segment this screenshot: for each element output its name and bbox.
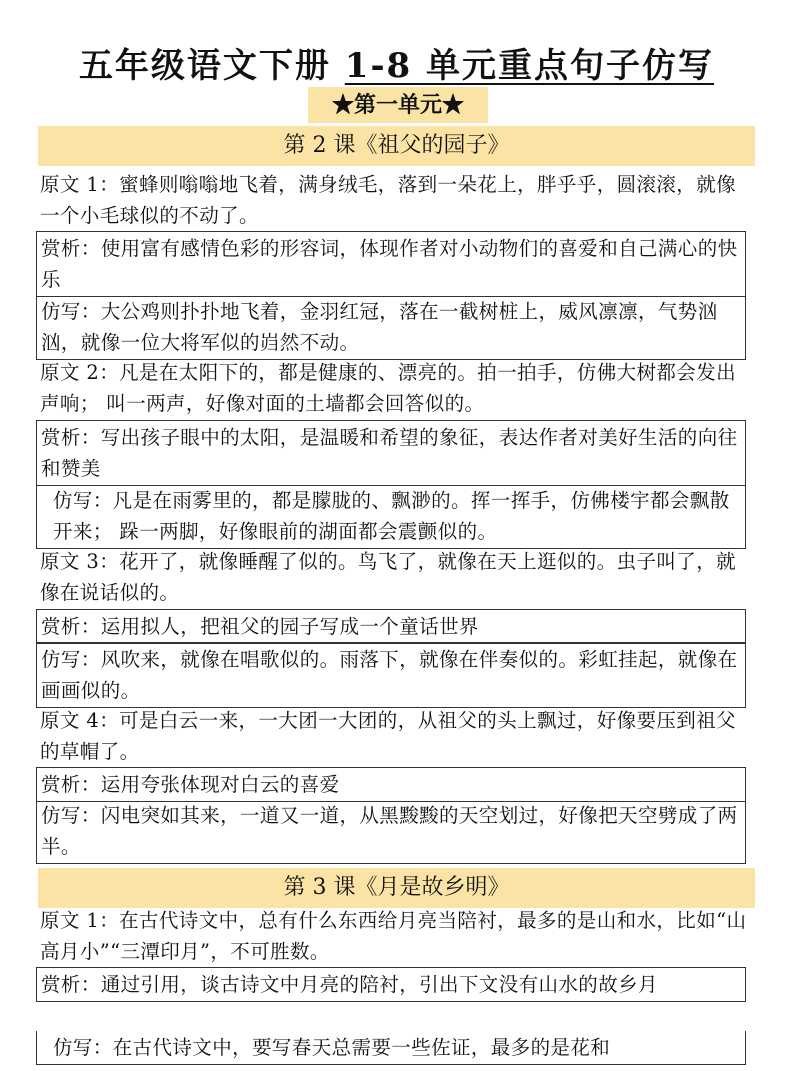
original-sentence: 原文 3：花开了，就像睡醒了似的。鸟飞了，就像在天上逛似的。虫子叫了，就像在说话似的。 bbox=[40, 550, 737, 604]
page-title bbox=[0, 38, 793, 87]
analysis-box: 赏析：通过引用，谈古诗文中月亮的陪衬，引出下文没有山水的故乡月 bbox=[36, 967, 746, 1002]
imitation-box: 仿写：风吹来，就像在唱歌似的。雨落下，就像在伴奏似的。彩虹挂起，就像在画画似的。 bbox=[36, 642, 746, 708]
title-prefix: 五年级语文下册 bbox=[78, 46, 345, 86]
imitation-box: 仿写：大公鸡则扑扑地飞着，金羽红冠，落在一截树桩上，威风凛凛，气势汹汹，就像一位大将军似的岿然不动。 bbox=[36, 295, 746, 360]
lesson-heading: 第 3 课《月是故乡明》 bbox=[38, 868, 755, 908]
imitation-box: 仿写：在古代诗文中，要写春天总需要一些佐证，最多的是花和 bbox=[36, 1031, 746, 1065]
original-sentence: 原文 4：可是白云一来，一大团一大团的，从祖父的头上飘过，好像要压到祖父的草帽了。 bbox=[40, 709, 737, 763]
analysis-box: 赏析：使用富有感情色彩的形容词，体现作者对小动物们的喜爱和自己满心的快乐 bbox=[36, 231, 746, 297]
original-sentence: 原文 1：蜜蜂则嗡嗡地飞着，满身绒毛，落到一朵花上，胖乎乎，圆滚滚，就像一个小毛球似的不动了。 bbox=[40, 173, 737, 227]
analysis-box: 赏析：运用夸张体现对白云的喜爱 bbox=[36, 767, 746, 802]
imitation-box: 仿写：闪电突如其来，一道又一道，从黑黢黢的天空划过，好像把天空劈成了两半。 bbox=[36, 799, 746, 864]
analysis-box: 赏析：运用拟人，把祖父的园子写成一个童话世界 bbox=[36, 609, 746, 644]
imitation-box: 仿写：凡是在雨雾里的，都是朦胧的、飘渺的。挥一挥手，仿佛楼宇都会飘散开来； 跺一两脚，好像眼前的湖面都会震颤似的。 bbox=[36, 484, 746, 549]
original-sentence: 原文 1：在古代诗文中，总有什么东西给月亮当陪衬，最多的是山和水，比如“山高月小”“三潭印月”，不可胜数。 bbox=[40, 909, 747, 963]
title-underlined: 1-8 单元重点句子仿写 bbox=[344, 46, 715, 86]
lesson-heading: 第 2 课《祖父的园子》 bbox=[38, 126, 755, 166]
original-sentence: 原文 2：凡是在太阳下的，都是健康的、漂亮的。拍一拍手，仿佛大树都会发出声响； 叫一两声，好像对面的土墙都会回答似的。 bbox=[40, 361, 737, 415]
analysis-box: 赏析：写出孩子眼中的太阳，是温暖和希望的象征，表达作者对美好生活的向往和赞美 bbox=[36, 420, 746, 486]
unit-banner: ★第一单元★ bbox=[308, 87, 488, 123]
